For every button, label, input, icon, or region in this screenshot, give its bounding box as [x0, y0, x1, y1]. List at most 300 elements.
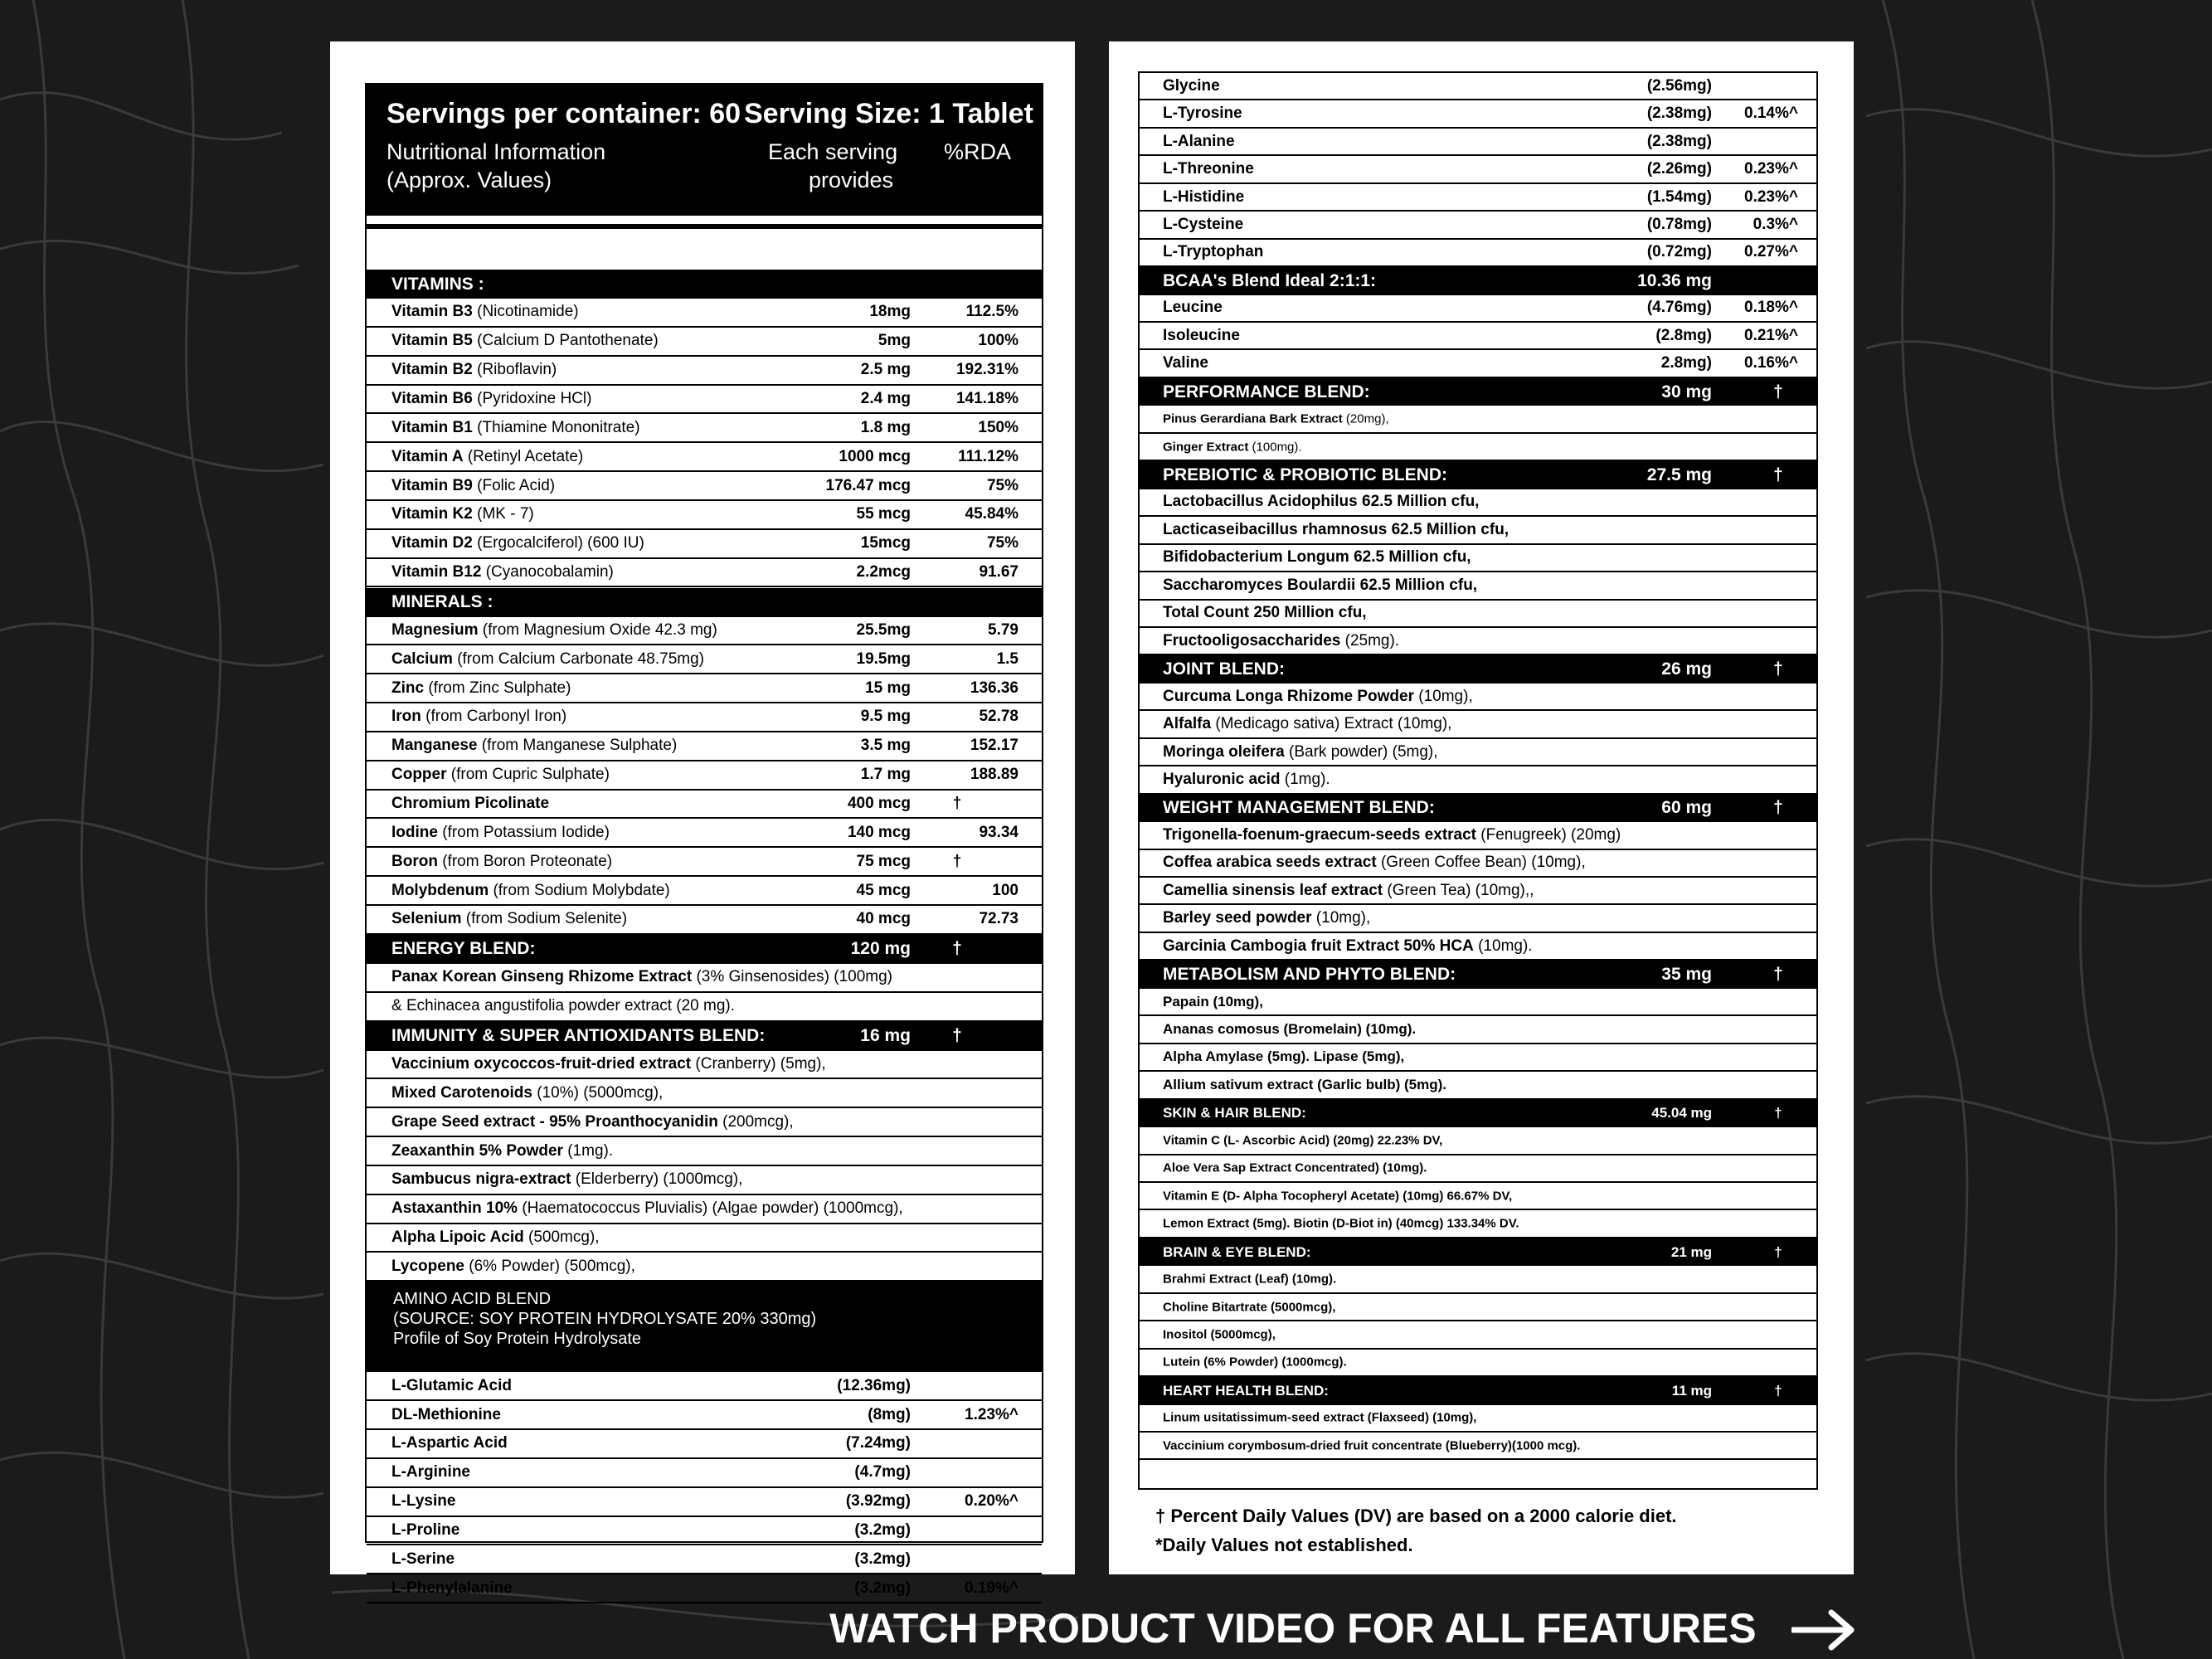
nutrient-name-detail: (Retinyl Acetate)	[463, 447, 584, 465]
nutrient-name-bold: Alpha Lipoic Acid	[391, 1228, 524, 1247]
nutrient-row	[367, 617, 1042, 646]
header-divider	[367, 224, 1042, 229]
nutrient-name	[391, 563, 614, 581]
nutrient-name-bold: Vitamin B12	[391, 563, 482, 581]
approx-values-label: (Approx. Values)	[386, 168, 552, 192]
nutrient-name-detail: (Elderberry) (1000mcg),	[571, 1170, 743, 1189]
nutrient-amount: 1000 mcg	[839, 447, 911, 465]
nutrient-name	[1163, 243, 1263, 261]
nutrient-amount: 1.8 mg	[860, 418, 911, 436]
nutrient-amount: 45 mcg	[856, 881, 911, 899]
section-rda: †	[952, 1026, 962, 1046]
section-amount: 60 mg	[1661, 798, 1712, 818]
nutrient-row	[1140, 850, 1816, 878]
arrow-right-icon[interactable]	[1791, 1609, 1856, 1651]
section-rda: †	[1773, 382, 1783, 401]
nutrient-rda: 75%	[986, 534, 1018, 552]
nutrient-name	[391, 1055, 826, 1073]
nutrient-rda: 72.73	[979, 910, 1018, 928]
section-header	[1140, 961, 1816, 988]
nutrient-name	[1163, 1272, 1336, 1287]
amino-header-line: Profile of Soy Protein Hydrolysate	[393, 1330, 642, 1349]
nutrient-rda: 0.27%^	[1744, 243, 1798, 261]
nutrient-name	[391, 997, 735, 1015]
nutrient-name	[1163, 133, 1235, 151]
section-header	[1140, 1377, 1816, 1404]
nutrient-rda: 0.20%^	[965, 1492, 1018, 1511]
nutrient-amount: 176.47 mcg	[825, 476, 911, 494]
nutrient-amount: 3.5 mg	[860, 737, 911, 755]
nutrient-name	[1163, 1189, 1512, 1203]
nutrient-name-detail: (from Manganese Sulphate)	[477, 737, 678, 755]
nutrient-name-bold: Vitamin E (D- Alpha Tocopheryl Acetate) (10mg) 66.67% DV,	[1163, 1189, 1513, 1204]
nutrient-name	[1163, 937, 1533, 956]
nutrient-name-detail: (10%) (5000mcg),	[532, 1083, 664, 1102]
nutrient-name-bold: L-Arginine	[391, 1463, 470, 1481]
nutrient-name-detail: (Riboflavin)	[472, 361, 557, 379]
nutrient-name-detail: (1mg).	[562, 1141, 614, 1160]
nutrient-row	[1140, 1433, 1816, 1460]
nutrient-row	[1140, 73, 1816, 100]
nutrient-name-bold: Curcuma Longa Rhizome Powder	[1163, 687, 1414, 705]
section-title: SKIN & HAIR BLEND:	[1163, 1105, 1306, 1121]
nutrient-name-bold: L-Glutamic Acid	[391, 1376, 512, 1394]
nutrient-name-bold: Sambucus nigra-extract	[391, 1170, 571, 1189]
nutrient-amount: (7.24mg)	[845, 1434, 911, 1452]
nutrient-name	[391, 621, 717, 640]
section-header	[1140, 655, 1816, 683]
nutrient-row	[1140, 739, 1816, 766]
left-label-panel	[330, 41, 1075, 1597]
nutrient-name-bold: Inositol (5000mcg),	[1163, 1327, 1276, 1342]
nutrient-name	[391, 1521, 459, 1540]
section-title: HEART HEALTH BLEND:	[1163, 1382, 1329, 1399]
nutrient-name	[391, 1228, 600, 1247]
section-amount: 35 mg	[1661, 965, 1712, 985]
nutrient-row	[367, 1545, 1042, 1574]
nutrient-amount: 2.2mcg	[856, 563, 911, 581]
nutrient-name	[391, 824, 610, 842]
nutrient-name	[391, 390, 591, 408]
nutrient-row	[367, 1224, 1042, 1253]
nutrient-name-bold: Papain (10mg),	[1163, 993, 1263, 1010]
nutrient-row	[1140, 989, 1816, 1016]
section-title: JOINT BLEND:	[1163, 659, 1285, 679]
nutrient-rda: 152.17	[970, 737, 1018, 755]
nutrient-name-bold: Vitamin K2	[391, 505, 473, 523]
section-amount: 21 mg	[1670, 1243, 1712, 1260]
nutrient-name-detail: (Thiamine Mononitrate)	[472, 418, 640, 436]
nutrient-name-detail: (6% Powder) (500mcg),	[464, 1257, 635, 1275]
nutrient-name-bold: Ginger Extract	[1163, 440, 1249, 455]
nutrient-name-bold: Garcinia Cambogia fruit Extract 50% HCA	[1163, 937, 1474, 955]
nutrient-name-detail: (Haematococcus Pluvialis) (Algae powder) (1000mcg),	[518, 1199, 903, 1218]
nutrient-name-bold: Zeaxanthin 5% Powder	[391, 1141, 563, 1160]
nutrient-name	[391, 1377, 512, 1395]
nutrient-name-detail: (Folic Acid)	[472, 476, 556, 494]
nutrient-amount: 140 mcg	[847, 823, 911, 841]
nutrient-row	[1140, 517, 1816, 544]
nutrient-name	[391, 1170, 742, 1189]
nutrient-name-bold: L-Proline	[391, 1521, 460, 1540]
nutrient-name-bold: Trigonella-foenum-graecum-seeds extract	[1163, 825, 1476, 844]
nutrient-rda: 0.16%^	[1744, 354, 1798, 372]
nutrient-name	[1163, 1048, 1404, 1065]
section-header	[367, 588, 1042, 617]
nutrient-name	[391, 361, 557, 379]
nutrient-name-bold: Lemon Extract (5mg). Biotin (D-Biot in) (40mcg) 133.34% DV.	[1163, 1216, 1519, 1231]
nutrient-name	[391, 1492, 455, 1511]
section-amount: 16 mg	[860, 1026, 911, 1046]
nutrient-name-bold: DL-Methionine	[391, 1405, 501, 1423]
nutrient-row	[367, 848, 1042, 877]
section-rda: †	[952, 939, 962, 959]
nutrient-row	[1140, 212, 1816, 239]
nutrient-name-detail: (1mg).	[1280, 770, 1330, 788]
nutrient-name-detail: (Ergocalciferol) (600 IU)	[472, 534, 644, 552]
nutrient-amount: (1.54mg)	[1646, 187, 1712, 206]
nutrient-amount: (2.56mg)	[1646, 76, 1712, 95]
nutrient-row	[367, 357, 1042, 386]
nutrient-name	[1163, 882, 1534, 900]
nutrient-row	[367, 443, 1042, 472]
nutrient-name-bold: Total Count 250 Million cfu,	[1163, 604, 1367, 622]
nutrient-name-detail: (10mg),	[1413, 687, 1473, 705]
nutrient-row	[1140, 1127, 1816, 1155]
nutrient-row	[367, 1574, 1042, 1603]
nutrient-name	[391, 708, 566, 726]
nutrient-name-detail: (from Zinc Sulphate)	[424, 679, 571, 697]
section-rda: †	[1774, 1105, 1782, 1121]
nutrient-row	[367, 732, 1042, 761]
nutrient-name	[391, 534, 644, 552]
nutrient-row	[1140, 1072, 1816, 1099]
serving-size: Serving Size: 1 Tablet	[744, 98, 1033, 129]
nutrient-name-bold: L-Cysteine	[1163, 215, 1244, 233]
nutrient-name-bold: Bifidobacterium Longum 62.5 Million cfu,	[1163, 548, 1471, 567]
nutrient-row	[1140, 906, 1816, 933]
nutrient-name-detail: (Cranberry) (5mg),	[691, 1054, 826, 1073]
section-amount: 27.5 mg	[1646, 465, 1712, 485]
section-rda: †	[1773, 798, 1783, 818]
nutrient-name	[1163, 440, 1302, 454]
servings-per-container: Servings per container: 60	[386, 98, 741, 129]
nutrient-rda: 0.23%^	[1744, 160, 1798, 178]
nutrient-name-bold: Boron	[391, 852, 438, 870]
nutrient-name-bold: Copper	[391, 766, 447, 784]
nutrient-name	[1163, 77, 1220, 95]
nutrient-name-detail: (Cyanocobalamin)	[481, 563, 614, 581]
nutrient-amount: 40 mcg	[856, 910, 911, 928]
section-rda: †	[1773, 965, 1783, 985]
nutrient-row	[367, 386, 1042, 415]
nutrient-row	[367, 1079, 1042, 1108]
nutrient-name-bold: Vitamin B5	[391, 332, 473, 350]
nutrient-name	[1163, 909, 1370, 927]
nutrient-name-detail: (from Boron Proteonate)	[437, 852, 613, 870]
nutrient-rda: 91.67	[979, 563, 1018, 581]
nutrient-name	[391, 1199, 903, 1218]
nutrient-row	[1140, 1155, 1816, 1183]
nutrient-name-detail: (Medicago sativa) Extract (10mg),	[1211, 715, 1452, 733]
nutrient-amount: (0.78mg)	[1646, 215, 1712, 233]
nutrient-rda: 1.23%^	[965, 1405, 1018, 1423]
watch-video-cta[interactable]: WATCH PRODUCT VIDEO FOR ALL FEATURES	[829, 1605, 1757, 1652]
nutritional-information-label: Nutritional Information	[386, 139, 606, 164]
nutrient-amount: (3.2mg)	[854, 1550, 911, 1568]
nutrient-name-bold: Vitamin B6	[391, 389, 473, 407]
nutrition-header	[367, 85, 1042, 216]
nutrient-row	[1140, 1016, 1816, 1044]
nutrient-amount: 2.8mg)	[1660, 354, 1712, 372]
nutrient-name	[391, 1406, 501, 1424]
nutrient-name-bold: Choline Bitartrate (5000mcg),	[1163, 1300, 1336, 1315]
section-title: MINERALS :	[391, 592, 493, 611]
section-title: WEIGHT MANAGEMENT BLEND:	[1163, 798, 1435, 818]
nutrient-amount: 19.5mg	[856, 649, 911, 668]
nutrient-amount: (2.8mg)	[1655, 326, 1712, 344]
nutrient-row	[367, 501, 1042, 530]
nutrient-name-bold: Saccharomyces Boulardii 62.5 Million cfu,	[1163, 576, 1478, 594]
section-header	[367, 270, 1042, 299]
section-rda: †	[1773, 659, 1783, 679]
rda-header: %RDA	[944, 139, 1012, 164]
nutrient-row	[1140, 351, 1816, 378]
nutrient-row	[1140, 129, 1816, 156]
nutrient-name	[1163, 327, 1240, 345]
nutrient-row	[1140, 1044, 1816, 1072]
nutrient-name-bold: Moringa oleifera	[1163, 742, 1285, 761]
section-rda: †	[1774, 1243, 1782, 1260]
nutrient-name-detail: (3% Ginsenosides) (100mg)	[692, 968, 892, 986]
section-rda: †	[1774, 1382, 1782, 1399]
nutrient-row	[1140, 1294, 1816, 1321]
nutrient-name-bold: L-Tryptophan	[1163, 243, 1264, 261]
nutrient-name-detail: (Calcium D Pantothenate)	[472, 332, 659, 350]
nutrient-name-detail: (Nicotinamide)	[472, 303, 579, 321]
nutrient-amount: (4.76mg)	[1646, 299, 1712, 317]
nutrient-name	[391, 448, 583, 466]
nutrient-name-bold: Vaccinium corymbosum-dried fruit concentrate (Blueberry)(1000 mcg).	[1163, 1438, 1581, 1453]
nutrient-name-bold: Iodine	[391, 823, 438, 841]
nutrient-name-detail: (from Magnesium Oxide 42.3 mg)	[478, 620, 717, 639]
nutrient-row	[1140, 156, 1816, 183]
nutrient-name	[391, 1113, 794, 1131]
nutrient-name-detail: (Bark powder) (5mg),	[1284, 742, 1438, 761]
nutrient-rda: 0.14%^	[1744, 105, 1798, 123]
nutrient-name	[391, 795, 549, 813]
nutrient-row	[1140, 933, 1816, 961]
nutrient-row	[1140, 628, 1816, 655]
nutrient-name-bold: Selenium	[391, 910, 462, 928]
nutrient-row	[367, 819, 1042, 848]
nutrient-rda: 5.79	[988, 620, 1018, 639]
nutrient-name	[1163, 994, 1263, 1010]
nutrient-row	[1140, 489, 1816, 517]
section-amount: 120 mg	[850, 939, 911, 959]
nutrient-row	[1140, 545, 1816, 572]
nutrient-row	[367, 559, 1042, 588]
nutrient-amount: 1.7 mg	[860, 766, 911, 784]
nutrient-row	[1140, 434, 1816, 461]
nutrient-name	[1163, 521, 1509, 539]
section-title: IMMUNITY & SUPER ANTIOXIDANTS BLEND:	[391, 1026, 766, 1046]
nutrient-name	[1163, 1021, 1416, 1038]
nutrient-amount: (4.7mg)	[854, 1463, 911, 1481]
nutrient-name	[391, 1434, 508, 1452]
nutrient-name-bold: Iron	[391, 708, 421, 726]
nutrient-name-detail: (from Sodium Molybdate)	[489, 881, 670, 899]
nutrient-name	[1163, 160, 1254, 178]
nutrient-name-bold: L-Histidine	[1163, 187, 1245, 206]
nutrient-row	[367, 1195, 1042, 1224]
section-header	[1140, 1100, 1816, 1127]
nutrient-name	[391, 303, 579, 321]
nutrient-row	[1140, 878, 1816, 905]
nutrient-rda: 0.18%^	[1744, 299, 1798, 317]
nutrient-amount: 400 mcg	[847, 795, 911, 813]
nutrient-rda: †	[952, 852, 962, 870]
nutrient-rda: 150%	[978, 418, 1018, 436]
nutrient-row	[367, 1372, 1042, 1401]
nutrient-name	[1163, 548, 1471, 567]
nutrient-amount: (3.2mg)	[854, 1521, 911, 1540]
nutrient-row	[1140, 572, 1816, 600]
nutrient-name	[391, 853, 612, 871]
nutrient-name-bold: Allium sativum extract (Garlic bulb) (5mg).	[1163, 1076, 1446, 1092]
nutrient-rda: 141.18%	[955, 389, 1018, 407]
nutrient-row	[1140, 1405, 1816, 1433]
nutrient-name-bold: Leucine	[1163, 299, 1223, 317]
section-header	[1140, 795, 1816, 822]
nutrient-name	[391, 679, 571, 698]
nutrient-row	[367, 906, 1042, 935]
nutrient-name	[391, 1142, 613, 1160]
nutrient-row	[367, 645, 1042, 674]
nutrient-name-bold: Alpha Amylase (5mg). Lipase (5mg),	[1163, 1048, 1405, 1065]
nutrient-row	[367, 791, 1042, 820]
right-label-panel	[1109, 41, 1854, 1574]
section-title: VITAMINS :	[391, 274, 484, 294]
nutrient-name-bold: Vaccinium oxycoccos-fruit-dried extract	[391, 1054, 692, 1073]
nutrient-name	[1163, 577, 1477, 595]
nutrient-row	[1140, 711, 1816, 738]
nutrient-rda: 0.23%^	[1744, 187, 1798, 206]
nutrient-row	[1140, 1210, 1816, 1238]
nutrient-name-bold: L-Tyrosine	[1163, 105, 1242, 123]
nutrient-name-bold: Calcium	[391, 649, 453, 668]
section-title: PERFORMANCE BLEND:	[1163, 382, 1370, 401]
nutrient-name-bold: Mixed Carotenoids	[391, 1083, 532, 1102]
nutrient-name-detail: (from Carbonyl Iron)	[421, 708, 567, 726]
nutrient-name-bold: Fructooligosaccharides	[1163, 631, 1341, 649]
nutrient-name	[391, 477, 555, 495]
nutrient-name-bold: Aloe Vera Sap Extract Concentrated) (10mg).	[1163, 1160, 1427, 1175]
nutrient-name-bold: Isoleucine	[1163, 326, 1240, 344]
nutrient-name-bold: Vitamin B2	[391, 361, 473, 379]
nutrient-name-detail: (Green Tea) (10mg),,	[1383, 881, 1534, 899]
nutrient-amount: 15 mg	[865, 679, 911, 697]
nutrient-name-detail: (Green Coffee Bean) (10mg),	[1376, 854, 1586, 872]
nutrient-name-bold: Alfalfa	[1163, 715, 1212, 733]
nutrient-name-bold: Zinc	[391, 679, 425, 697]
nutrient-row	[1140, 1266, 1816, 1293]
nutrient-name-bold: Vitamin B9	[391, 476, 473, 494]
section-amount: 45.04 mg	[1651, 1105, 1712, 1121]
nutrient-name-detail: (500mcg),	[523, 1228, 600, 1247]
nutrient-name-bold: Lactobacillus Acidophilus 62.5 Million cfu,	[1163, 493, 1480, 511]
nutrient-name-bold: Vitamin B1	[391, 418, 473, 436]
nutrient-name-bold: Linum usitatissimum-seed extract (Flaxseed) (10mg),	[1163, 1410, 1477, 1425]
section-header	[367, 935, 1042, 964]
nutrient-name	[391, 332, 659, 350]
nutrient-name-bold: Vitamin B3	[391, 303, 473, 321]
nutrient-name	[1163, 688, 1473, 706]
nutrient-name-detail: (MK - 7)	[472, 505, 534, 523]
nutrient-name-bold: Pinus Gerardiana Bark Extract	[1163, 411, 1343, 426]
section-amount: 11 mg	[1671, 1382, 1712, 1399]
nutrient-row	[367, 472, 1042, 501]
nutrient-amount: 75 mcg	[856, 852, 911, 870]
amino-header-line: AMINO ACID BLEND	[393, 1290, 552, 1309]
nutrient-rda: 136.36	[970, 679, 1018, 697]
nutrient-name-bold: L-Alanine	[1163, 132, 1235, 150]
nutrient-rda: 0.19%^	[965, 1579, 1018, 1597]
nutrient-name-bold: Hyaluronic acid	[1163, 770, 1281, 788]
nutrient-amount: 2.5 mg	[860, 361, 911, 379]
amino-acid-blend-header	[367, 1282, 1042, 1372]
nutrient-name-bold: L-Lysine	[391, 1492, 456, 1511]
nutrient-rda: 100%	[978, 332, 1018, 350]
nutrient-name	[1163, 1077, 1446, 1093]
nutrient-name-bold: L-Threonine	[1163, 160, 1254, 178]
footnote-daily-values: *Daily Values not established.	[1155, 1535, 1413, 1555]
nutrient-row	[367, 703, 1042, 732]
nutrient-row	[1140, 240, 1816, 267]
nutrient-name	[1163, 1438, 1580, 1452]
nutrient-amount: (2.38mg)	[1646, 132, 1712, 150]
nutrient-rda: 75%	[986, 476, 1018, 494]
section-title: BCAA's Blend Ideal 2:1:1:	[1163, 270, 1377, 290]
nutrient-row	[1140, 406, 1816, 433]
nutrient-name-detail: (Pyridoxine HCl)	[472, 389, 592, 407]
nutrient-amount: 9.5 mg	[860, 708, 911, 726]
nutrient-rda: 93.34	[979, 823, 1018, 841]
nutrient-name-bold: Astaxanthin 10%	[391, 1199, 518, 1218]
nutrient-name-bold: Vitamin A	[391, 447, 464, 465]
nutrient-name	[1163, 715, 1451, 733]
nutrient-rda: 0.21%^	[1744, 326, 1798, 344]
nutrient-amount: 2.4 mg	[860, 389, 911, 407]
nutrient-name-bold: Barley seed powder	[1163, 909, 1312, 927]
nutrient-name	[1163, 1355, 1347, 1370]
nutrient-name-bold: Molybdenum	[391, 881, 489, 899]
nutrient-row	[1140, 100, 1816, 128]
nutrient-row	[367, 1166, 1042, 1195]
nutrient-row	[367, 993, 1042, 1022]
nutrient-name	[1163, 1327, 1276, 1341]
nutrient-row	[367, 1459, 1042, 1488]
nutrient-row	[367, 1108, 1042, 1137]
nutrient-rda: 188.89	[970, 766, 1018, 784]
nutrient-amount: 25.5mg	[856, 620, 911, 639]
right-nutrition-table	[1138, 71, 1818, 1490]
nutrient-name	[1163, 743, 1438, 761]
nutrient-row	[367, 1253, 1042, 1282]
nutrient-name	[1163, 354, 1208, 372]
nutrient-name-bold: Lutein (6% Powder) (1000mcg).	[1163, 1355, 1347, 1370]
nutrient-amount: (2.38mg)	[1646, 105, 1712, 123]
